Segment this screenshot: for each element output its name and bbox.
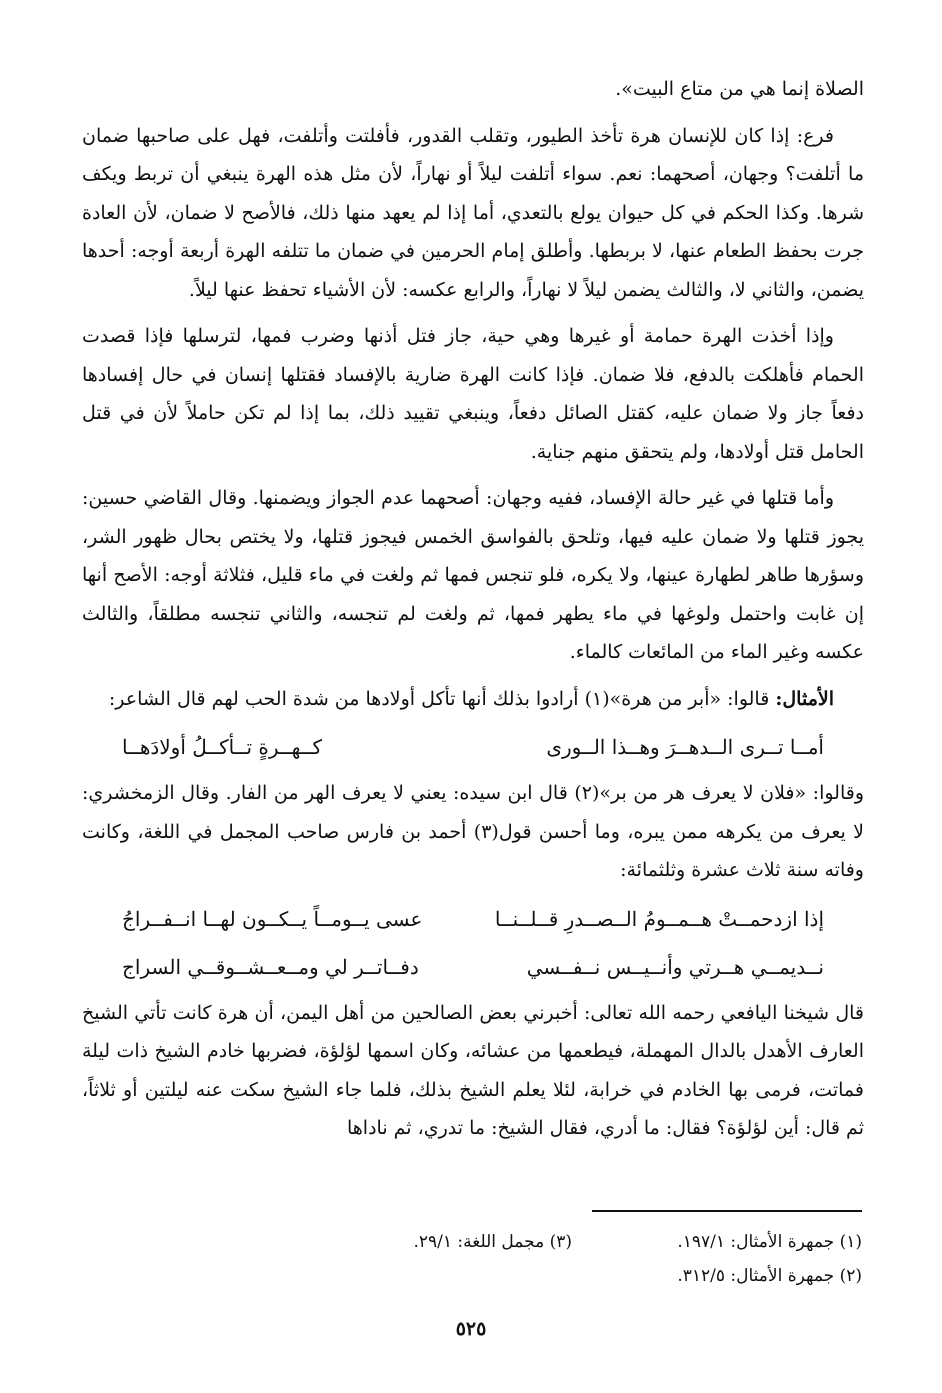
paragraph-6: وقالوا: «فلان لا يعرف هر من بر»(٢) قال ابن سيده: يعني لا يعرف الهر من الفار. وقال الزمخشري: لا يعرف من يكرهه ممن يبره، وما أحسن قول(٣) أحمد بن فارس صاحب المجمل في اللغة، وكانت وفاته سنة ثلاث عشرة وثلثمائة: [82, 782, 864, 881]
footnote-3: (٣) مجمل اللغة: ٢٩/١. [413, 1232, 572, 1252]
paragraph-4: وأما قتلها في غير حالة الإفساد، ففيه وجهان: أصحهما عدم الجواز ويضمنها. وقال القاضي حسين: يجوز قتلها ولا ضمان عليه فيها، وتلحق بالفواسق الخمس فيجوز قتلها، ولا يختص بحال ظهور الشر، وسؤرها طاهر لطهارة عينها، ولا يكره، فلو تنجس فمها ثم ولغت في ماء قليل، فثلاثة أوجه: الأصح أنها إن غابت واحتمل ولوغها في ماء يطهر فمها، ثم ولغت لم تنجسه، والثاني تنجسه مطلقاً، والثالث عكسه وغير الماء من المائعات كالماء. [82, 487, 864, 663]
footnote-2: (٢) جمهرة الأمثال: ٣١٢/٥. [677, 1266, 862, 1286]
verse-3-first-hemistich: نــديمــي هــرتي وأنــيــس نــفــسي [526, 954, 824, 979]
verse-3 [122, 946, 824, 988]
paragraph-7: قال شيخنا اليافعي رحمه الله تعالى: أخبرني بعض الصالحين من أهل اليمن، أن هرة كانت تأتي الشيخ العارف الأهدل بالدال المهملة، فيطعمها من عشائه، وكان اسمها لؤلؤة، فضربها خادم الشيخ ذات ليلة فماتت، فرمى بها الخادم في خرابة، لئلا يعلم الشيخ بذلك، فلما جاء الشيخ سكت عنه ليلتين أو ثلاثاً، ثم قال: أين لؤلؤة؟ فقال: ما أدري، فقال الشيخ: ما تدري، ثم ناداها [82, 1001, 864, 1139]
page-body [82, 70, 864, 1156]
paragraph-1: الصلاة إنما هي من متاع البيت». [615, 78, 864, 100]
footnote-separator [592, 1210, 862, 1212]
verse-1 [122, 726, 824, 768]
verse-1-first-hemistich: أمــا تــرى الــدهــرَ وهــذا الــورى [546, 735, 824, 759]
paragraph-2: فرع: إذا كان للإنسان هرة تأخذ الطيور، وتقلب القدور، فأفلتت وأتلفت، فهل على صاحبها ضمان ما أتلفت؟ وجهان، أصحهما: نعم. سواء أتلفت ليلاً أو نهاراً، لأن مثل هذه الهرة ينبغي أن تربط ويكف شرها. وكذا الحكم في كل حيوان يولع بالتعدي، أما إذا لم يعهد منها ذلك، فالأصح لا ضمان، لأن العادة جرت بحفظ الطعام عنها، لا بربطها. وأطلق إمام الحرمين في ضمان ما تتلفه الهرة أربعة أوجه: أحدها يضمن، والثاني لا، والثالث يضمن ليلاً لا نهاراً، والرابع عكسه: لأن الأشياء تحفظ عنها ليلاً. [82, 124, 864, 301]
paragraph-3: وإذا أخذت الهرة حمامة أو غيرها وهي حية، جاز فتل أذنها وضرب فمها، لترسلها فإذا قصدت الحمام فأهلكت بالدفع، فلا ضمان. فإذا كانت الهرة ضارية بالإفساد فقتلها إنسان في حال إفسادها دفعاً جاز ولا ضمان عليه، كقتل الصائل دفعاً، وينبغي تقييد ذلك، بما إذا لم تكن حاملاً لأن في قتل الحامل قتل أولادها، ولم يتحقق منهم جناية. [82, 325, 864, 463]
verse-2-second-hemistich: عسى يــومــاً يــكــون لهــا انــفــراجُ [122, 906, 423, 931]
footnote-row-2 [280, 1259, 862, 1293]
verse-2-first-hemistich: إذا ازدحمــتْ هــمــومُ الــصــدرِ قــلــنــا [494, 906, 824, 931]
proverbs-label: الأمثال: [775, 687, 834, 710]
footnotes [280, 1225, 862, 1293]
verse-2 [122, 898, 824, 940]
verse-1-second-hemistich: كــهــرةٍ تــأكــلُ أولادَهــا [122, 735, 323, 759]
paragraph-5 [82, 680, 864, 719]
footnote-row-1 [280, 1225, 862, 1259]
verse-3-second-hemistich: دفــاتــر لي ومــعــشــوقــي السراج [122, 954, 419, 979]
page-number: ٥٢٥ [455, 1318, 487, 1340]
proverbs-text: قالوا: «أبر من هرة»(١) أرادوا بذلك أنها تأكل أولادها من شدة الحب لهم قال الشاعر: [108, 687, 770, 710]
footnote-1: (١) جمهرة الأمثال: ١٩٧/١. [677, 1232, 862, 1252]
